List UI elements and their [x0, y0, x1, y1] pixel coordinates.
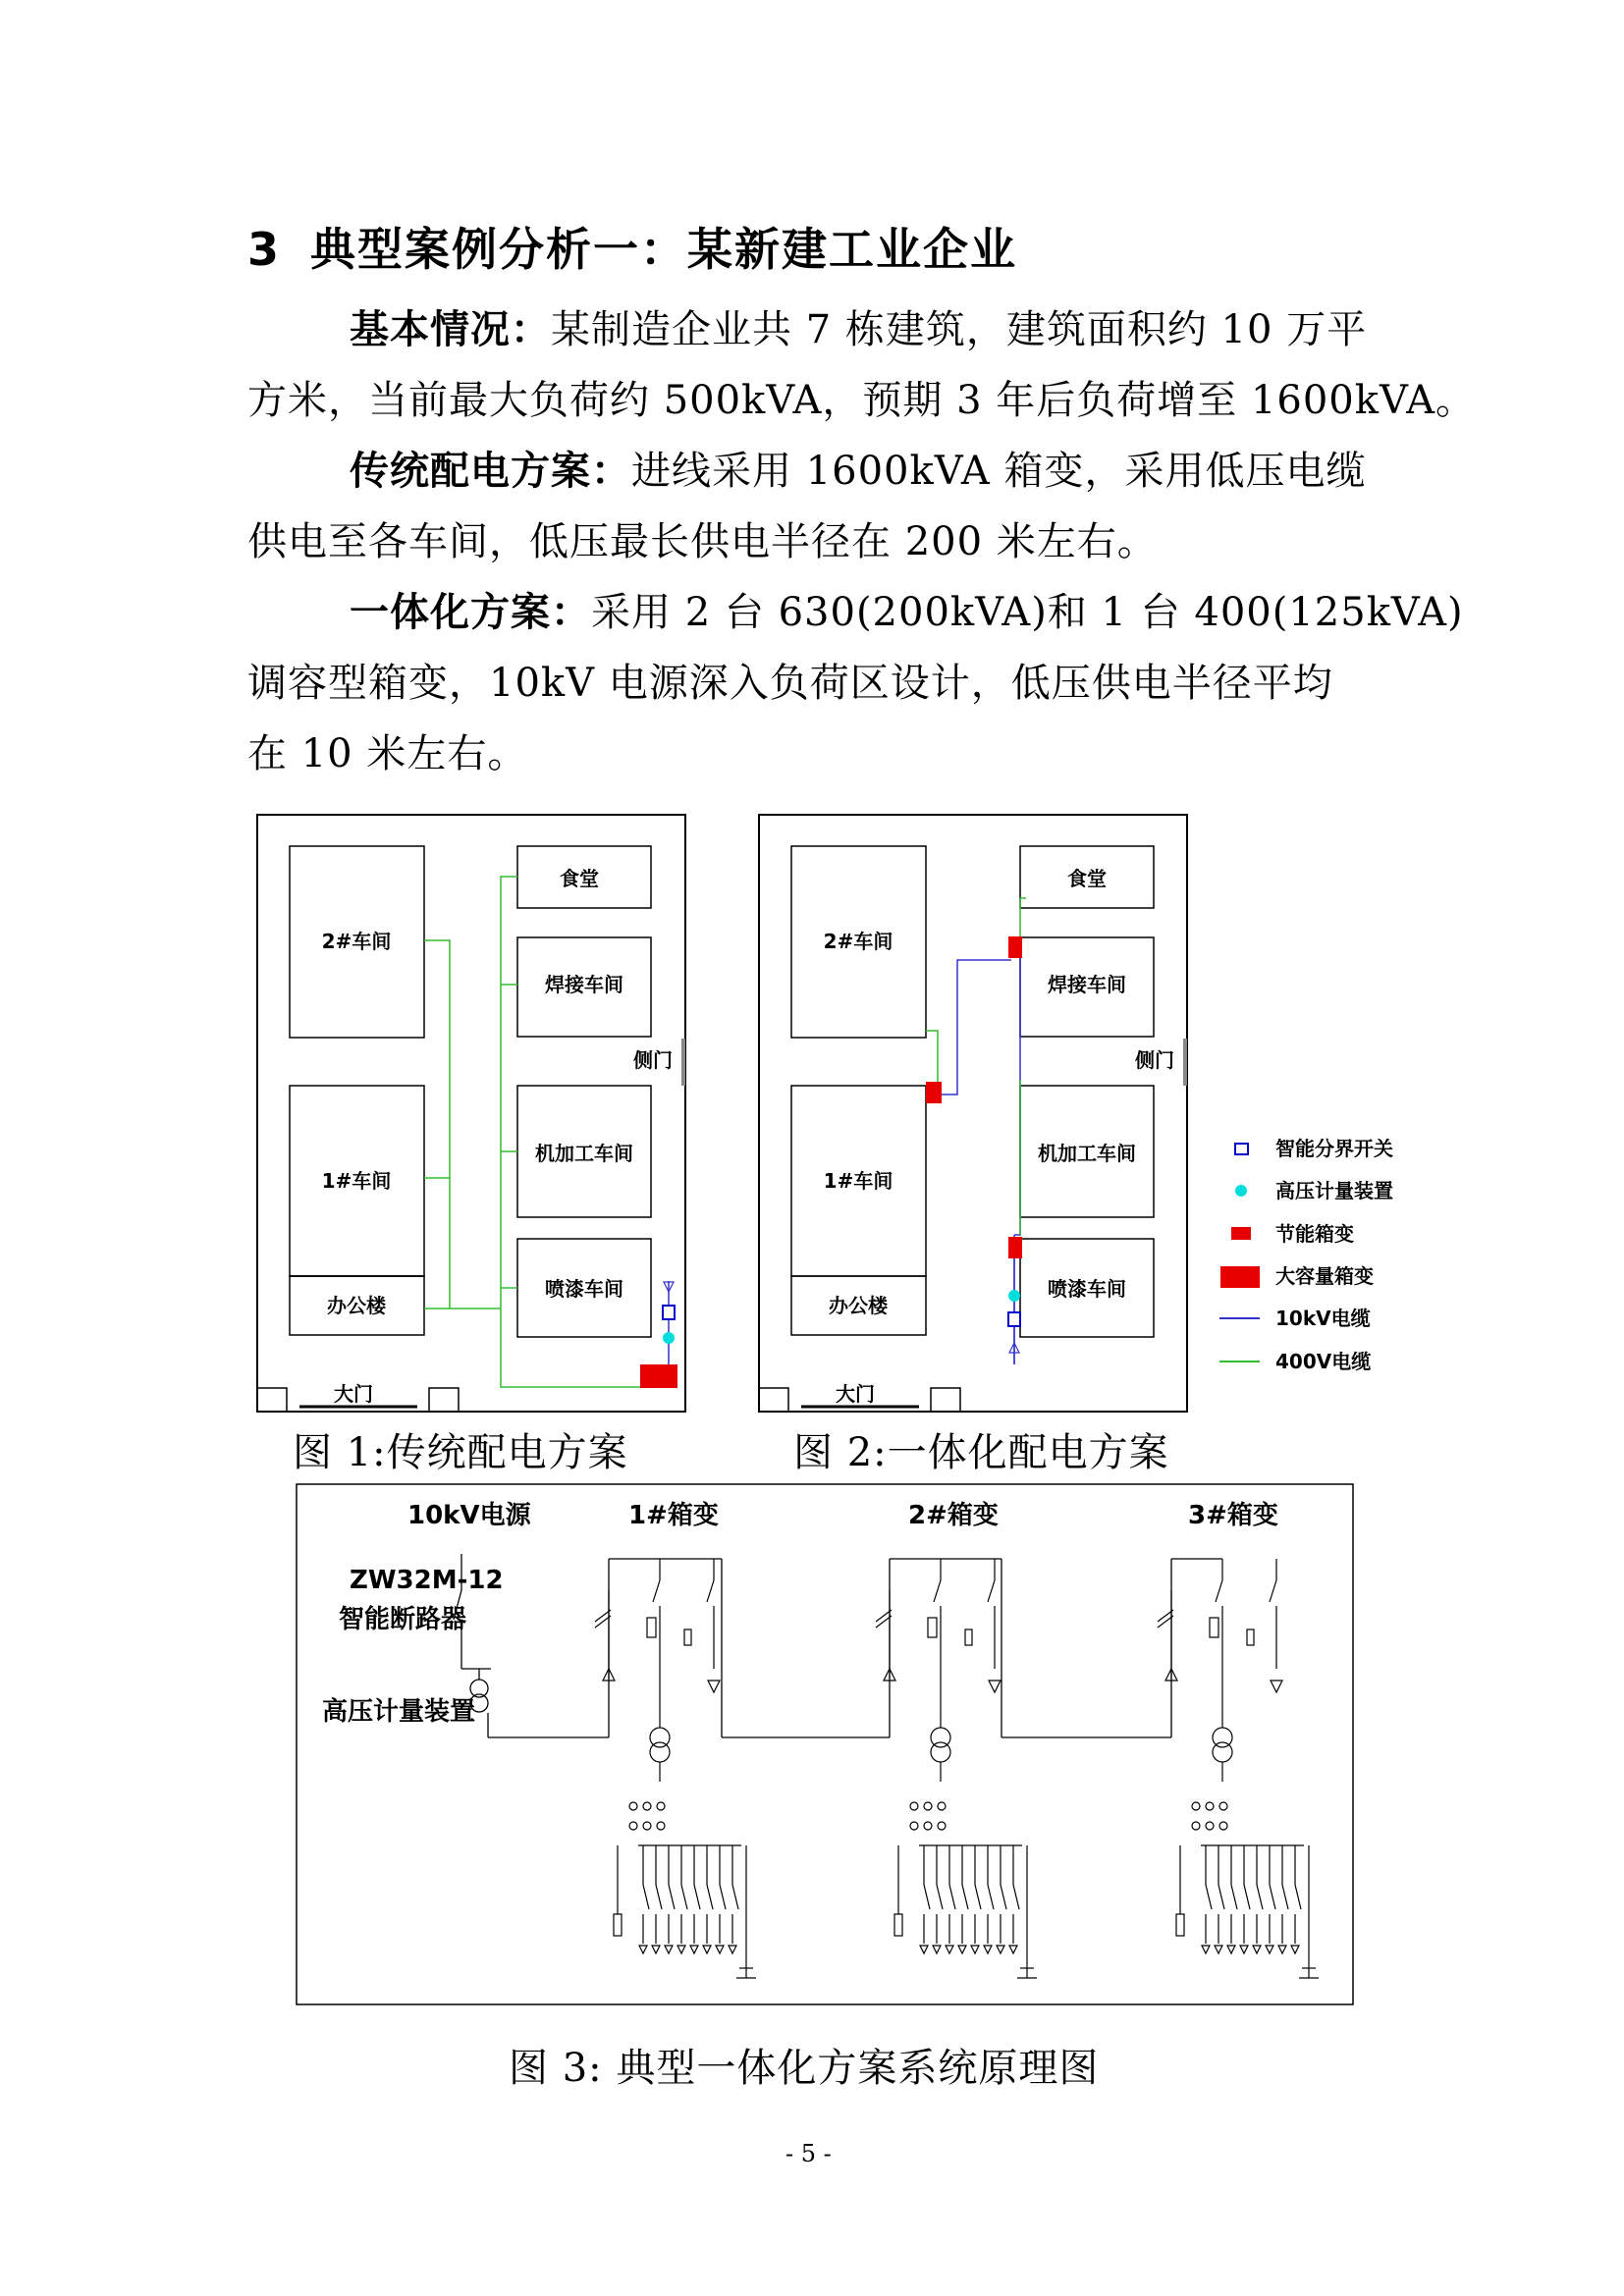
canteen-label: 食堂 [1067, 867, 1107, 890]
main-gate-label: 大门 [334, 1382, 373, 1406]
meter-label: 高压计量装置 [322, 1697, 476, 1727]
figure2-caption: 图 2:一体化配电方案 [793, 1430, 1169, 1475]
box2-label: 2#箱变 [908, 1501, 999, 1530]
switch-square-icon [663, 1306, 675, 1319]
figure1-site-plan [257, 815, 685, 1412]
paragraph-integrated [247, 577, 1464, 789]
paragraph-traditional [247, 436, 1426, 577]
small-box-icon [926, 1082, 942, 1103]
legend-label: 大容量箱变 [1275, 1264, 1374, 1288]
box-transformer-unit [876, 1559, 1037, 1978]
side-gate-label: 侧门 [633, 1048, 673, 1072]
paragraph-lead: 传统配电方案： [350, 449, 631, 494]
figure1-caption: 图 1:传统配电方案 [293, 1430, 628, 1475]
small-box-icon [1008, 936, 1022, 958]
breaker-model-label: ZW32M-12 [350, 1566, 504, 1595]
switch-square-icon [1235, 1144, 1248, 1154]
paragraph-line: 采用 2 台 630(200kVA)和 1 台 400(125kVA) [591, 590, 1464, 635]
box-transformer-unit [595, 1559, 756, 1978]
side-gate-mark [681, 1039, 685, 1086]
paragraph-line: 方米，当前最大负荷约 500kVA，预期 3 年后负荷增至 1600kVA。 [247, 378, 1477, 423]
paragraph-line: 某制造企业共 7 栋建筑，建筑面积约 10 万平 [551, 307, 1368, 352]
paragraph-line: 调容型箱变，10kV 电源深入负荷区设计，低压供电半径平均 [247, 661, 1333, 706]
side-gate-label: 侧门 [1135, 1048, 1174, 1072]
large-box-icon [640, 1364, 677, 1388]
box3-label: 3#箱变 [1188, 1501, 1278, 1530]
breaker-name-label: 智能断路器 [339, 1605, 467, 1634]
machining-label: 机加工车间 [1038, 1142, 1136, 1165]
site-boundary [759, 815, 1187, 1412]
main-gate-label: 大门 [836, 1382, 875, 1406]
page-number: - 5 - [785, 2140, 832, 2167]
figure2-labels [824, 867, 1174, 1406]
legend-label: 高压计量装置 [1275, 1179, 1393, 1202]
meter-dot-icon [1235, 1185, 1247, 1197]
paragraph-lead: 基本情况： [350, 307, 551, 352]
legend [1219, 1137, 1393, 1373]
canteen-label: 食堂 [560, 867, 599, 890]
side-gate-mark [1183, 1039, 1187, 1086]
workshop1-label: 1#车间 [321, 1169, 392, 1193]
section-title: 典型案例分析一：某新建工业企业 [310, 223, 1018, 276]
paragraph-basic-info [247, 294, 1477, 436]
paragraph-line: 在 10 米左右。 [247, 731, 528, 776]
painting-label: 喷漆车间 [1048, 1277, 1126, 1301]
office-label: 办公楼 [327, 1294, 386, 1317]
meter-dot-icon [663, 1332, 675, 1344]
switch-square-icon [1008, 1312, 1020, 1326]
workshop2-label: 2#车间 [321, 930, 392, 953]
office-label: 办公楼 [829, 1294, 888, 1317]
source-label: 10kV电源 [407, 1501, 531, 1530]
machining-label: 机加工车间 [535, 1142, 633, 1165]
legend-label: 10kV电缆 [1275, 1307, 1371, 1330]
legend-label: 智能分界开关 [1275, 1137, 1393, 1160]
section-number: 3 [247, 223, 282, 276]
welding-label: 焊接车间 [545, 973, 623, 996]
site-boundary [257, 815, 685, 1412]
large-box-icon [1220, 1266, 1260, 1288]
legend-label: 400V电缆 [1275, 1350, 1372, 1373]
legend-label: 节能箱变 [1275, 1222, 1354, 1246]
workshop1-label: 1#车间 [823, 1169, 893, 1193]
figure2-site-plan [759, 815, 1187, 1412]
welding-label: 焊接车间 [1048, 973, 1126, 996]
section-heading [247, 214, 1017, 279]
meter-dot-icon [1008, 1290, 1020, 1302]
box-transformer-unit [1158, 1559, 1319, 1978]
schematic-frame [297, 1484, 1353, 2004]
workshop2-label: 2#车间 [823, 930, 893, 953]
paragraph-lead: 一体化方案： [350, 590, 591, 635]
site-plans-figure [0, 785, 1624, 1492]
paragraph-line: 供电至各车间，低压最长供电半径在 200 米左右。 [247, 519, 1158, 564]
system-schematic [0, 1472, 1624, 2022]
figure1-labels [322, 867, 673, 1406]
box1-label: 1#箱变 [628, 1501, 719, 1530]
paragraph-line: 进线采用 1600kVA 箱变，采用低压电缆 [631, 449, 1367, 494]
figure3-caption: 图 3: 典型一体化方案系统原理图 [509, 2046, 1100, 2091]
painting-label: 喷漆车间 [545, 1277, 623, 1301]
small-box-icon [1008, 1237, 1022, 1258]
small-box-icon [1231, 1227, 1251, 1240]
